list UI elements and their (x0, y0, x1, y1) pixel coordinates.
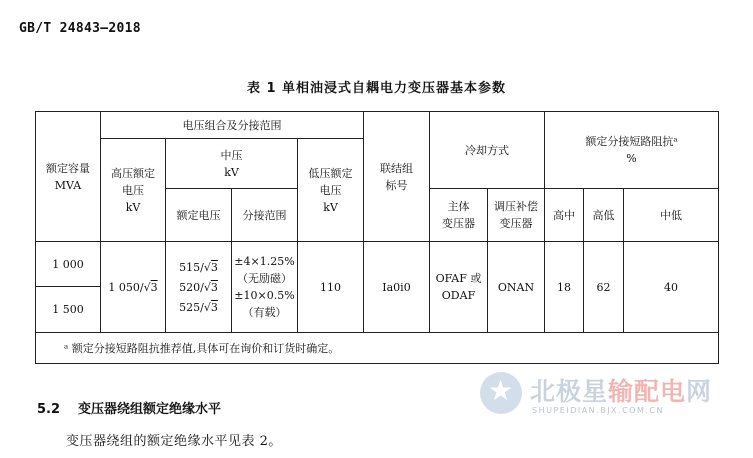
header-hv-rated-voltage: 高压额定 电压 kV (101, 139, 166, 242)
watermark (480, 368, 750, 430)
header-voltage-group: 电压组合及分接范围 (101, 112, 364, 139)
standard-code: GB/T 24843—2018 (19, 21, 141, 36)
header-cooling-main: 主体 变压器 (430, 189, 488, 242)
header-connection-symbol: 联结组 标号 (364, 112, 430, 242)
cell-imp-ml: 40 (624, 242, 719, 333)
header-rated-capacity: 额定容量 MVA (36, 112, 101, 242)
body-paragraph: 变压器绕组的额定绝缘水平见表 2。 (66, 434, 282, 449)
header-imp-hl: 高低 (584, 189, 624, 242)
watermark-text: 北极星输配电网 (530, 377, 713, 406)
table-note: ᵃ 额定分接短路阻抗推荐值,具体可在询价和订货时确定。 (36, 333, 719, 364)
header-mv-tap-range: 分接范围 (232, 189, 298, 242)
cell-tap-ranges: ±4×1.25% （无励磁） ±10×0.5% （有载） (232, 242, 298, 333)
cell-cooling-main: OFAF 或 ODAF (430, 242, 488, 333)
header-lv-rated-voltage: 低压额定 电压 kV (298, 139, 364, 242)
header-imp-hm: 高中 (545, 189, 584, 242)
section-title: 变压器绕组额定绝缘水平 (78, 402, 222, 417)
parameter-table (35, 111, 719, 364)
cell-imp-hm: 18 (545, 242, 584, 333)
cell-cooling-comp: ONAN (488, 242, 545, 333)
cell-connection-symbol: Ia0i0 (364, 242, 430, 333)
star-logo-icon (480, 372, 522, 414)
header-cooling: 冷却方式 (430, 112, 545, 189)
header-imp-ml: 中低 (624, 189, 719, 242)
cell-hv-voltage: 1 050/√3 (101, 242, 166, 333)
section-heading (37, 398, 221, 417)
header-impedance: 额定分接短路阻抗ᵃ % (545, 112, 719, 189)
header-cooling-comp: 调压补偿 变压器 (488, 189, 545, 242)
cell-capacity-2: 1 500 (36, 287, 101, 333)
cell-mv-voltages: 515/√3 520/√3 525/√3 (166, 242, 232, 333)
cell-capacity-1: 1 000 (36, 242, 101, 287)
watermark-url: SHUPEIDIAN.BJX.COM.CN (532, 406, 664, 415)
cell-lv-voltage: 110 (298, 242, 364, 333)
table-title: 表 1 单相油浸式自耦电力变压器基本参数 (246, 81, 507, 96)
cell-imp-hl: 62 (584, 242, 624, 333)
header-mv-rated-voltage: 额定电压 (166, 189, 232, 242)
header-mv: 中压 kV (166, 139, 298, 189)
section-number: 5.2 (37, 402, 61, 417)
